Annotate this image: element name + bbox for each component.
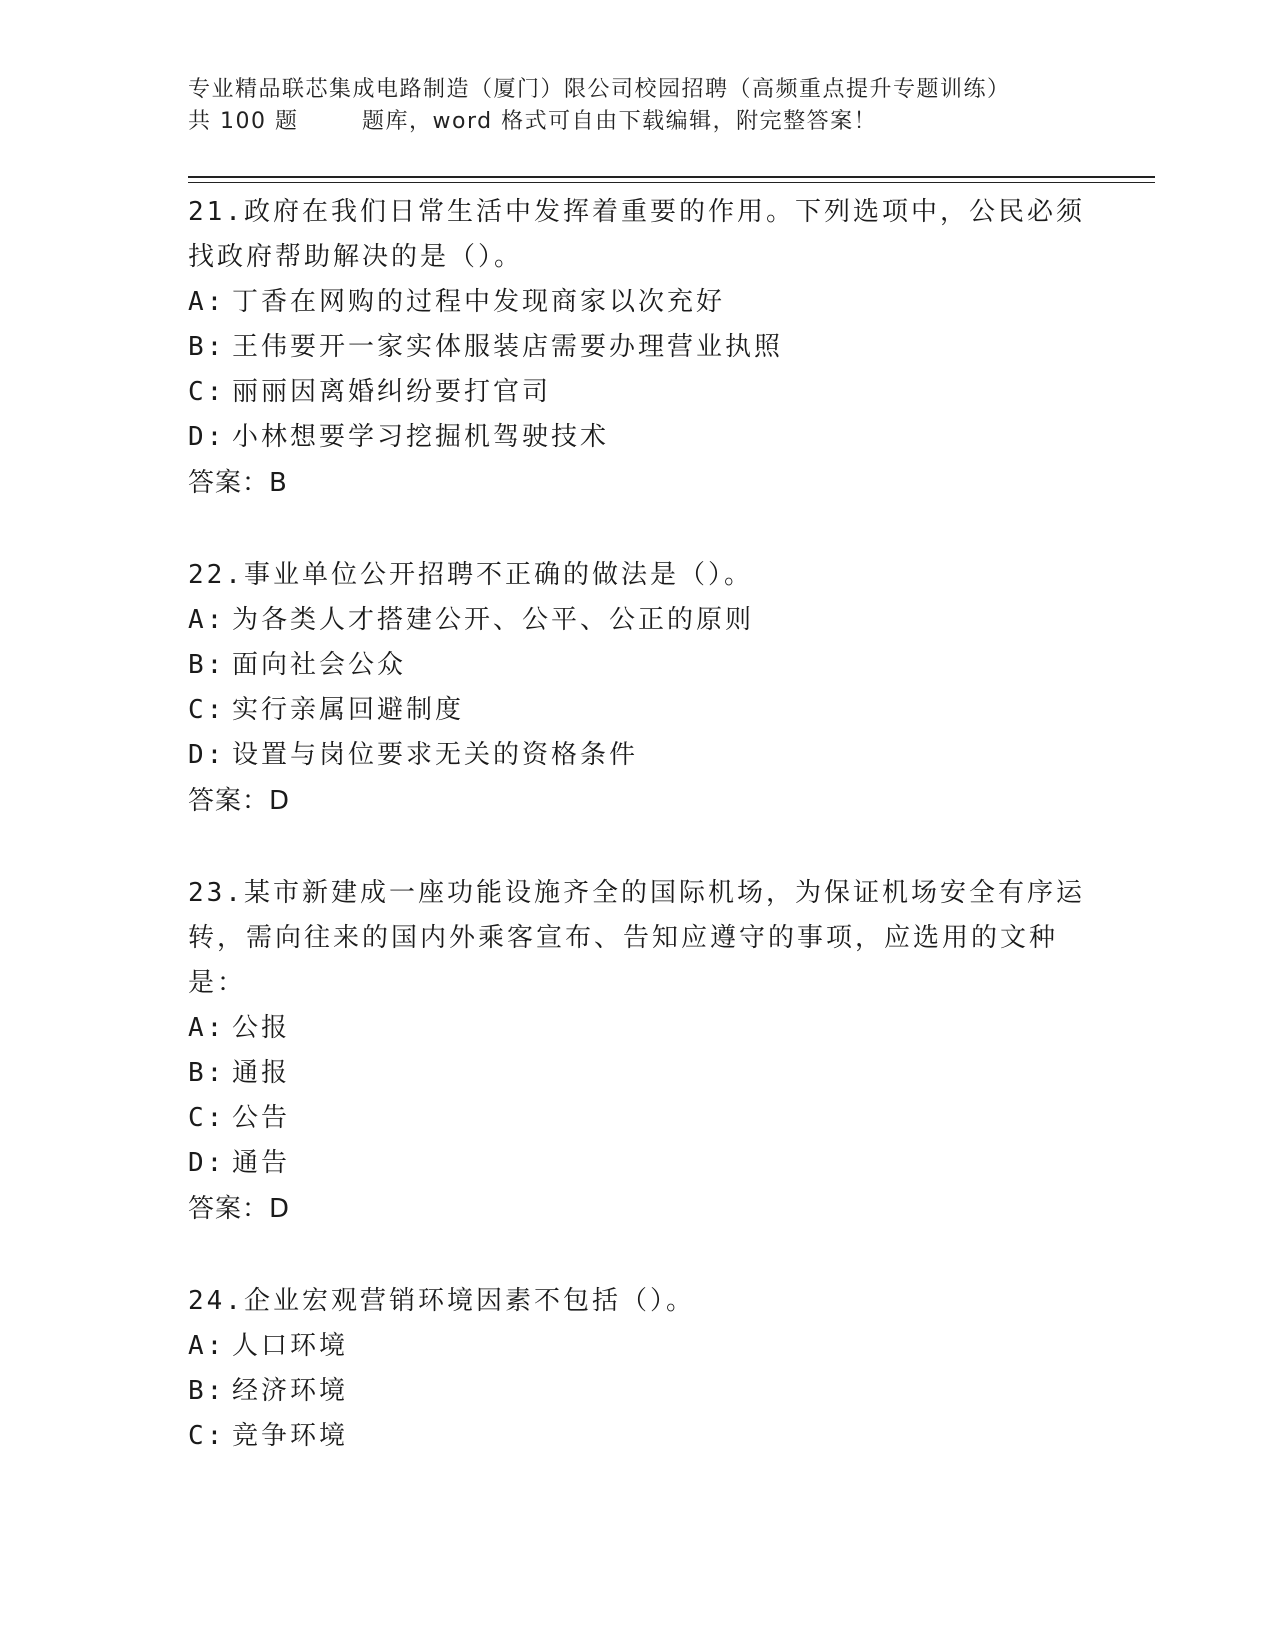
option-text: 竞争环境	[232, 1421, 349, 1451]
question-text: 转，需向往来的国内外乘客宣布、告知应遵守的事项，应选用的文种	[188, 923, 1059, 953]
question-23	[188, 871, 1088, 1232]
option-d	[188, 1141, 1088, 1186]
option-c	[188, 1096, 1088, 1141]
option-text: 实行亲属回避制度	[232, 695, 465, 725]
option-key: A:	[188, 287, 226, 317]
option-c	[188, 688, 1088, 733]
option-text: 丁香在网购的过程中发现商家以次充好	[232, 287, 726, 317]
option-a	[188, 1324, 1088, 1369]
answer-line: 答案：D	[188, 786, 291, 816]
option-key: C:	[188, 695, 226, 725]
question-21	[188, 190, 1088, 506]
question-text: 找政府帮助解决的是（）。	[188, 242, 524, 272]
option-key: C:	[188, 1103, 226, 1133]
option-b	[188, 325, 1088, 370]
option-key: D:	[188, 1148, 226, 1178]
question-text: 23.某市新建成一座功能设施齐全的国际机场，为保证机场安全有序运	[188, 878, 1085, 908]
question-count: 共 100 题	[188, 109, 299, 134]
option-key: A:	[188, 605, 226, 635]
option-text: 公告	[232, 1103, 291, 1133]
option-key: D:	[188, 422, 226, 452]
option-a	[188, 598, 1088, 643]
header-title-line: 专业精品联芯集成电路制造（厦门）限公司校园招聘（高频重点提升专题训练）	[188, 77, 1011, 102]
option-text: 丽丽因离婚纠纷要打官司	[232, 377, 552, 407]
option-text: 为各类人才搭建公开、公平、公正的原则	[232, 605, 755, 635]
option-key: B:	[188, 650, 226, 680]
option-c	[188, 1414, 1088, 1459]
option-text: 人口环境	[232, 1331, 349, 1361]
question-22	[188, 553, 1088, 824]
option-text: 经济环境	[232, 1376, 349, 1406]
answer-line: 答案：B	[188, 468, 288, 498]
option-key: D:	[188, 740, 226, 770]
question-text: 21.政府在我们日常生活中发挥着重要的作用。下列选项中，公民必须	[188, 197, 1085, 227]
answer-line: 答案：D	[188, 1194, 291, 1224]
option-d	[188, 415, 1088, 460]
option-a	[188, 280, 1088, 325]
option-text: 面向社会公众	[232, 650, 407, 680]
option-key: A:	[188, 1013, 226, 1043]
option-key: A:	[188, 1331, 226, 1361]
header-divider-thick	[188, 176, 1155, 178]
option-a	[188, 1006, 1088, 1051]
option-text: 王伟要开一家实体服装店需要办理营业执照	[232, 332, 784, 362]
option-text: 通报	[232, 1058, 291, 1088]
option-d	[188, 733, 1088, 778]
option-key: B:	[188, 1058, 226, 1088]
option-key: C:	[188, 1421, 226, 1451]
header-divider-thin	[188, 182, 1155, 183]
question-list	[188, 190, 1088, 1506]
option-b	[188, 1051, 1088, 1096]
header-subtitle-line	[188, 106, 1088, 138]
option-b	[188, 1369, 1088, 1414]
document-header	[188, 74, 1088, 138]
option-key: B:	[188, 1376, 226, 1406]
question-text: 24.企业宏观营销环境因素不包括（）。	[188, 1286, 695, 1316]
header-description: 题库，word 格式可自由下载编辑，附完整答案！	[362, 109, 878, 134]
option-text: 公报	[232, 1013, 291, 1043]
option-c	[188, 370, 1088, 415]
question-text: 是：	[188, 968, 247, 998]
option-b	[188, 643, 1088, 688]
option-text: 小林想要学习挖掘机驾驶技术	[232, 422, 610, 452]
question-24	[188, 1279, 1088, 1459]
option-key: B:	[188, 332, 226, 362]
question-text: 22.事业单位公开招聘不正确的做法是（）。	[188, 560, 753, 590]
option-key: C:	[188, 377, 226, 407]
option-text: 通告	[232, 1148, 291, 1178]
option-text: 设置与岗位要求无关的资格条件	[232, 740, 639, 770]
